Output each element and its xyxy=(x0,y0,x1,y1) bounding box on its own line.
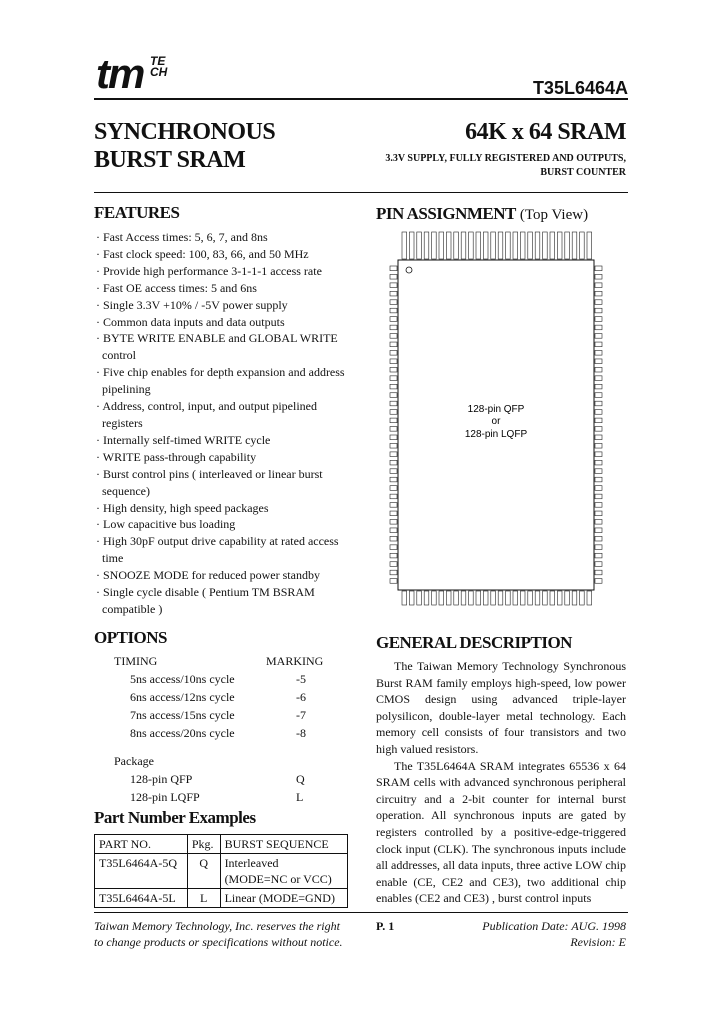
pin-stub xyxy=(390,545,397,550)
pin-stub xyxy=(520,591,525,605)
density-title: 64K x 64 SRAM xyxy=(465,119,626,145)
pin-stub xyxy=(595,435,602,440)
pin-stub xyxy=(595,469,602,474)
pin-stub xyxy=(390,494,397,499)
pin-stub xyxy=(595,486,602,491)
list-item: · Fast Access times: 5, 6, 7, and 8ns xyxy=(96,230,268,244)
pin-stub xyxy=(390,503,397,508)
pin-stub xyxy=(476,232,481,259)
list-item: · SNOOZE MODE for reduced power standby xyxy=(96,568,320,583)
page-number: P. 1 xyxy=(376,919,395,933)
pin-stub xyxy=(595,545,602,550)
timing-label: TIMING xyxy=(114,654,158,668)
list-item: · Fast clock speed: 100, 83, 66, and 50 MHz xyxy=(96,246,309,261)
pin-stub xyxy=(565,232,570,259)
pin-stub xyxy=(506,591,511,605)
pin-stub xyxy=(595,367,602,372)
pin-stub xyxy=(432,232,437,259)
paragraph: The T35L6464A SRAM integrates 65536 x 64 SRAM cells with advanced synchronous peripheral circuitry and a 2-bit counter for internal burst operation. All synchronous inputs are gated by registers controlled by a positive-edge-triggered clock input (CLK). The synchronous inputs include all addresses, all data inputs, three active LOW chip enable (CE, CE2 and CE3), two additional chip enables (CE2 and CE3) , burst control inputs xyxy=(376,758,626,906)
pin-stub xyxy=(424,591,429,605)
pin-stub xyxy=(390,579,397,584)
part-number: T35L6464A xyxy=(532,78,628,98)
footer-publication: Publication Date: AUG. 1998 Revision: E xyxy=(482,919,626,949)
pin-stub xyxy=(580,591,585,605)
pin-stub xyxy=(595,342,602,347)
list-item: · Burst control pins ( interleaved or linear burst sequence) xyxy=(96,466,323,498)
pin-stub xyxy=(390,274,397,279)
pin-stub xyxy=(595,351,602,356)
pin-stub xyxy=(498,591,503,605)
pin-stub xyxy=(390,435,397,440)
option-row: 7ns access/15ns cycle -7 xyxy=(130,708,306,722)
pin-stub xyxy=(491,232,496,259)
list-item: · Common data inputs and data outputs xyxy=(96,314,285,329)
pin-stub xyxy=(595,274,602,279)
part-examples-table xyxy=(94,834,348,908)
pin-stub xyxy=(417,232,422,259)
pin-stub xyxy=(595,511,602,516)
pin-stub xyxy=(513,591,518,605)
option-row: 5ns access/10ns cycle -5 xyxy=(130,672,306,686)
pin-stub xyxy=(390,291,397,296)
features-list xyxy=(94,229,354,618)
pin-stub xyxy=(432,591,437,605)
pin-stub xyxy=(595,401,602,406)
pin-stub xyxy=(424,232,429,259)
list-item: · Five chip enables for depth expansion and address pipelining xyxy=(96,365,345,397)
pin-stub xyxy=(390,393,397,398)
pin-stub xyxy=(587,232,592,259)
pin-stub xyxy=(390,325,397,330)
pin-stub xyxy=(390,308,397,313)
pin-stub xyxy=(543,232,548,259)
pin-stub xyxy=(446,232,451,259)
pin-stub xyxy=(595,266,602,271)
pin-stub xyxy=(535,232,540,259)
pin-stub xyxy=(506,232,511,259)
pin-stub xyxy=(390,266,397,271)
title-rule xyxy=(94,192,628,193)
pin-stub xyxy=(390,334,397,339)
part-examples-heading: Part Number Examples xyxy=(94,808,256,827)
list-item: · Single cycle disable ( Pentium TM BSRAM compatible ) xyxy=(96,585,315,616)
pin-stub xyxy=(402,232,407,259)
list-item: · Internally self-timed WRITE cycle xyxy=(96,432,271,447)
pin-stub xyxy=(595,579,602,584)
list-item: · Provide high performance 3-1-1-1 access rate xyxy=(96,263,322,278)
pin-stub xyxy=(557,232,562,259)
pin-stub xyxy=(390,401,397,406)
pin-stub xyxy=(491,591,496,605)
package-label: Package xyxy=(114,754,154,768)
pin-stub xyxy=(390,562,397,567)
pin-stub xyxy=(390,317,397,322)
pin-stub xyxy=(557,591,562,605)
package-label-2: or xyxy=(491,416,501,427)
pin-stub xyxy=(390,511,397,516)
pin-stub xyxy=(595,283,602,288)
option-row: 128-pin LQFP L xyxy=(130,790,304,804)
pin-stub xyxy=(595,300,602,305)
pin-stub xyxy=(461,591,466,605)
pin-stub xyxy=(595,410,602,415)
pin-stub xyxy=(390,553,397,558)
pin-stub xyxy=(390,367,397,372)
option-row: 8ns access/20ns cycle -8 xyxy=(130,726,306,740)
paragraph: The Taiwan Memory Technology Synchronous Burst RAM family employs high-speed, low power CMOS design using advanced triple-layer polysilicon, double-layer metal technology. Each memory cell consists of four transistors and two high valued resistors. xyxy=(376,659,626,756)
list-item: · High 30pF output drive capability at rated access time xyxy=(96,534,339,566)
pin-stub xyxy=(595,570,602,575)
pin-stub xyxy=(469,232,474,259)
list-item: · Single 3.3V +10% / -5V power supply xyxy=(96,297,288,312)
pin-stub xyxy=(595,359,602,364)
pin-stub xyxy=(595,494,602,499)
pin-stub xyxy=(390,469,397,474)
option-row: 6ns access/12ns cycle -6 xyxy=(130,690,306,704)
list-item: · Address, control, input, and output pipelined registers xyxy=(96,399,317,430)
pin-stub xyxy=(483,591,488,605)
pin-stub xyxy=(417,591,422,605)
list-item: · Fast OE access times: 5 and 6ns xyxy=(96,280,257,295)
pin-stub xyxy=(390,460,397,465)
pin-stub xyxy=(535,591,540,605)
marking-label: MARKING xyxy=(266,654,324,668)
pin-stub xyxy=(595,460,602,465)
pin-stub xyxy=(595,452,602,457)
pin-stub xyxy=(595,334,602,339)
pin-stub xyxy=(595,562,602,567)
pin-stub xyxy=(595,528,602,533)
options-table xyxy=(114,652,344,806)
logo-main: tm xyxy=(96,50,144,97)
pin-stub xyxy=(587,591,592,605)
pin-stub xyxy=(520,232,525,259)
pin-stub xyxy=(409,591,414,605)
pin-stub xyxy=(595,503,602,508)
pin-stub xyxy=(595,325,602,330)
pin-stub xyxy=(528,591,533,605)
general-description-heading: GENERAL DESCRIPTION xyxy=(376,633,572,652)
pin-stub xyxy=(543,591,548,605)
pin-stub xyxy=(565,591,570,605)
pin-stub xyxy=(390,528,397,533)
pin-stub xyxy=(528,232,533,259)
pin-stub xyxy=(390,359,397,364)
pin-stub xyxy=(595,384,602,389)
general-description-body xyxy=(376,658,626,907)
pin-stub xyxy=(595,477,602,482)
pin-stub xyxy=(595,376,602,381)
pin-stub xyxy=(454,232,459,259)
package-label-1: 128-pin QFP xyxy=(467,404,525,415)
pin-stub xyxy=(461,232,466,259)
pin-stub xyxy=(454,591,459,605)
pin-stub xyxy=(572,591,577,605)
pin-stub xyxy=(390,520,397,525)
pin-stub xyxy=(476,591,481,605)
pin-stub xyxy=(550,591,555,605)
list-item: · BYTE WRITE ENABLE and GLOBAL WRITE control xyxy=(96,331,338,363)
pin-stub xyxy=(390,384,397,389)
pin-stub xyxy=(469,591,474,605)
subtitle: 3.3V SUPPLY, FULLY REGISTERED AND OUTPUTS, BURST COUNTER xyxy=(385,153,626,178)
table-row: T35L6464A-5L L Linear (MODE=GND) xyxy=(95,889,348,908)
pin-stub xyxy=(595,291,602,296)
features-heading: FEATURES xyxy=(94,203,180,222)
pin-stub xyxy=(595,317,602,322)
pin-stub xyxy=(409,232,414,259)
pin-stub xyxy=(390,443,397,448)
pin-stub xyxy=(498,232,503,259)
pin-stub xyxy=(390,351,397,356)
pin-stub xyxy=(390,418,397,423)
pin-stub xyxy=(390,342,397,347)
pin-stub xyxy=(390,300,397,305)
pin-stub xyxy=(390,452,397,457)
pin-stub xyxy=(402,591,407,605)
pin-stub xyxy=(446,591,451,605)
pin-stub xyxy=(390,283,397,288)
pin-stub xyxy=(439,591,444,605)
pin-stub xyxy=(513,232,518,259)
company-logo xyxy=(96,50,168,98)
pin-stub xyxy=(390,376,397,381)
logo-tech: TE CH xyxy=(150,54,168,79)
footer-disclaimer: Taiwan Memory Technology, Inc. reserves the right to change products or specifications without notice. xyxy=(94,919,343,949)
pin-stub xyxy=(595,418,602,423)
footer-rule xyxy=(94,912,628,913)
pin-stub xyxy=(595,427,602,432)
pin-stub xyxy=(580,232,585,259)
list-item: · High density, high speed packages xyxy=(96,500,269,515)
options-heading: OPTIONS xyxy=(94,628,168,647)
table-row: T35L6464A-5Q Q Interleaved (MODE=NC or VCC) xyxy=(95,854,348,889)
pin-stub xyxy=(572,232,577,259)
pin-stub xyxy=(390,427,397,432)
product-type-title: SYNCHRONOUS BURST SRAM xyxy=(94,119,276,173)
pin-diagram xyxy=(368,226,624,610)
table-header-row: PART NO. Pkg. BURST SEQUENCE xyxy=(95,835,348,854)
pin-stub xyxy=(595,536,602,541)
pin-stub xyxy=(390,477,397,482)
pin-assignment-heading: PIN ASSIGNMENT (Top View) xyxy=(376,204,589,223)
pin-stub xyxy=(390,486,397,491)
package-label-3: 128-pin LQFP xyxy=(464,429,528,440)
pin-stub xyxy=(390,536,397,541)
pin-stub xyxy=(595,553,602,558)
pin-stub xyxy=(390,410,397,415)
pin-stub xyxy=(390,570,397,575)
list-item: · Low capacitive bus loading xyxy=(96,517,236,532)
pin-stub xyxy=(550,232,555,259)
pin-stub xyxy=(595,443,602,448)
pin-stub xyxy=(439,232,444,259)
header-rule xyxy=(94,98,628,100)
pin-stub xyxy=(483,232,488,259)
pin-stub xyxy=(595,308,602,313)
option-row: 128-pin QFP Q xyxy=(130,772,305,786)
pin-stub xyxy=(595,393,602,398)
list-item: · WRITE pass-through capability xyxy=(96,449,257,464)
pin-stub xyxy=(595,520,602,525)
